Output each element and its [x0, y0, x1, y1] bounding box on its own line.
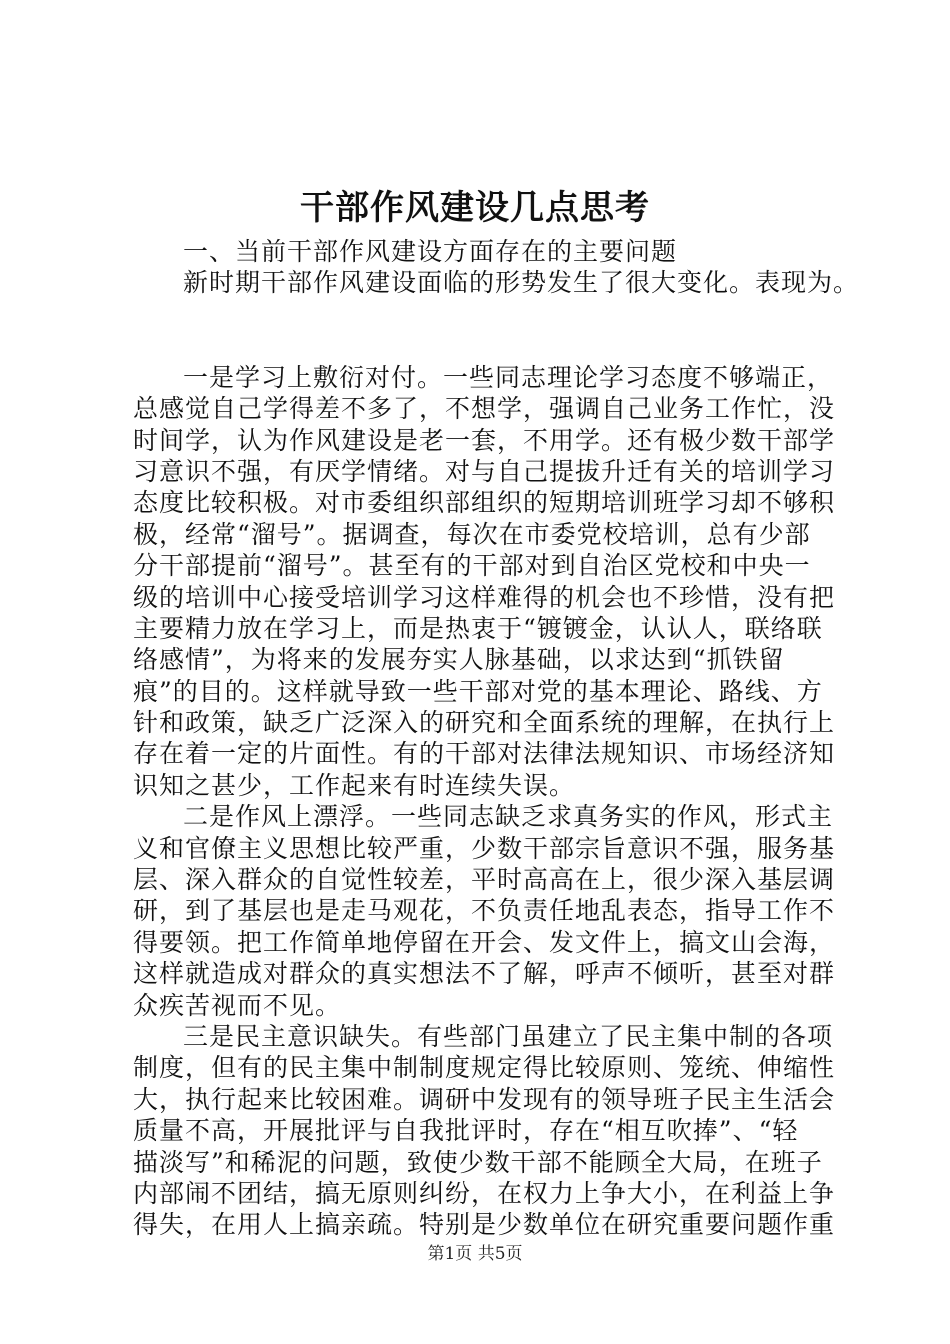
blank-line — [133, 330, 833, 362]
paragraph-line: 分干部提前“溜号”。甚至有的干部对到自治区党校和中央一 — [133, 551, 811, 581]
paragraph-line: 时间学，认为作风建设是老一套，不用学。还有极少数干部学 — [133, 425, 836, 455]
paragraph-line: 得要领。把工作简单地停留在开会、发文件上，搞文山会海， — [133, 927, 836, 957]
paragraph-line: 针和政策，缺乏广泛深入的研究和全面系统的理解，在执行上 — [133, 708, 836, 738]
paragraph-line: 义和官僚主义思想比较严重，少数干部宗旨意识不强，服务基 — [133, 833, 836, 863]
page-footer: 第1页 共5页 — [427, 1244, 523, 1264]
paragraph-line: 一是学习上敷衍对付。一些同志理论学习态度不够端正， — [183, 362, 834, 392]
paragraph-line: 内部闹不团结，搞无原则纠纷，在权力上争大小，在利益上争 — [133, 1178, 836, 1208]
paragraph-line: 质量不高，开展批评与自我批评时，存在“相互吹捧”、“轻 — [133, 1116, 799, 1146]
paragraph-line: 主要精力放在学习上，而是热衷于“镀镀金，认认人，联络联 — [133, 613, 823, 643]
document-body — [133, 236, 860, 1241]
paragraph-line: 描淡写”和稀泥的问题，致使少数干部不能顾全大局，在班子 — [133, 1147, 823, 1177]
paragraph-line: 层、深入群众的自觉性较差，平时高高在上，很少深入基层调 — [133, 865, 836, 895]
document-title: 干部作风建设几点思考 — [300, 188, 650, 228]
paragraph-line: 级的培训中心接受培训学习这样难得的机会也不珍惜，没有把 — [133, 582, 836, 612]
paragraph-line: 二是作风上漂浮。一些同志缺乏求真务实的作风，形式主 — [183, 802, 834, 832]
paragraph-line: 大，执行起来比较困难。调研中发现有的领导班子民主生活会 — [133, 1084, 836, 1114]
intro-line: 新时期干部作风建设面临的形势发生了很大变化。表现为。 — [183, 268, 860, 298]
paragraph-line: 极，经常“溜号”。据调查，每次在市委党校培训，总有少部 — [133, 519, 811, 549]
paragraph-line: 研，到了基层也是走马观花，不负责任地乱表态，指导工作不 — [133, 896, 836, 926]
paragraph-line: 这样就造成对群众的真实想法不了解，呼声不倾听，甚至对群 — [133, 959, 836, 989]
blank-line — [133, 299, 833, 330]
paragraph-line: 总感觉自己学得差不多了，不想学，强调自己业务工作忙，没 — [133, 394, 836, 424]
paragraph-line: 得失，在用人上搞亲疏。特别是少数单位在研究重要问题作重 — [133, 1210, 836, 1240]
paragraph-line: 痕”的目的。这样就导致一些干部对党的基本理论、路线、方 — [133, 676, 823, 706]
paragraph-line: 存在着一定的片面性。有的干部对法律法规知识、市场经济知 — [133, 739, 836, 769]
paragraph-line: 识知之甚少，工作起来有时连续失误。 — [133, 770, 576, 800]
paragraph-line: 态度比较积极。对市委组织部组织的短期培训班学习却不够积 — [133, 488, 836, 518]
section-heading: 一、当前干部作风建设方面存在的主要问题 — [183, 237, 678, 266]
paragraph-line: 三是民主意识缺失。有些部门虽建立了民主集中制的各项 — [183, 1021, 834, 1051]
paragraph-line: 制度，但有的民主集中制制度规定得比较原则、笼统、伸缩性 — [133, 1053, 836, 1083]
paragraph-line: 习意识不强，有厌学情绪。对与自己提拔升迁有关的培训学习 — [133, 456, 836, 486]
paragraph-line: 众疾苦视而不见。 — [133, 990, 342, 1020]
paragraph-line: 络感情”，为将来的发展夯实人脉基础，以求达到“抓铁留 — [133, 645, 785, 675]
